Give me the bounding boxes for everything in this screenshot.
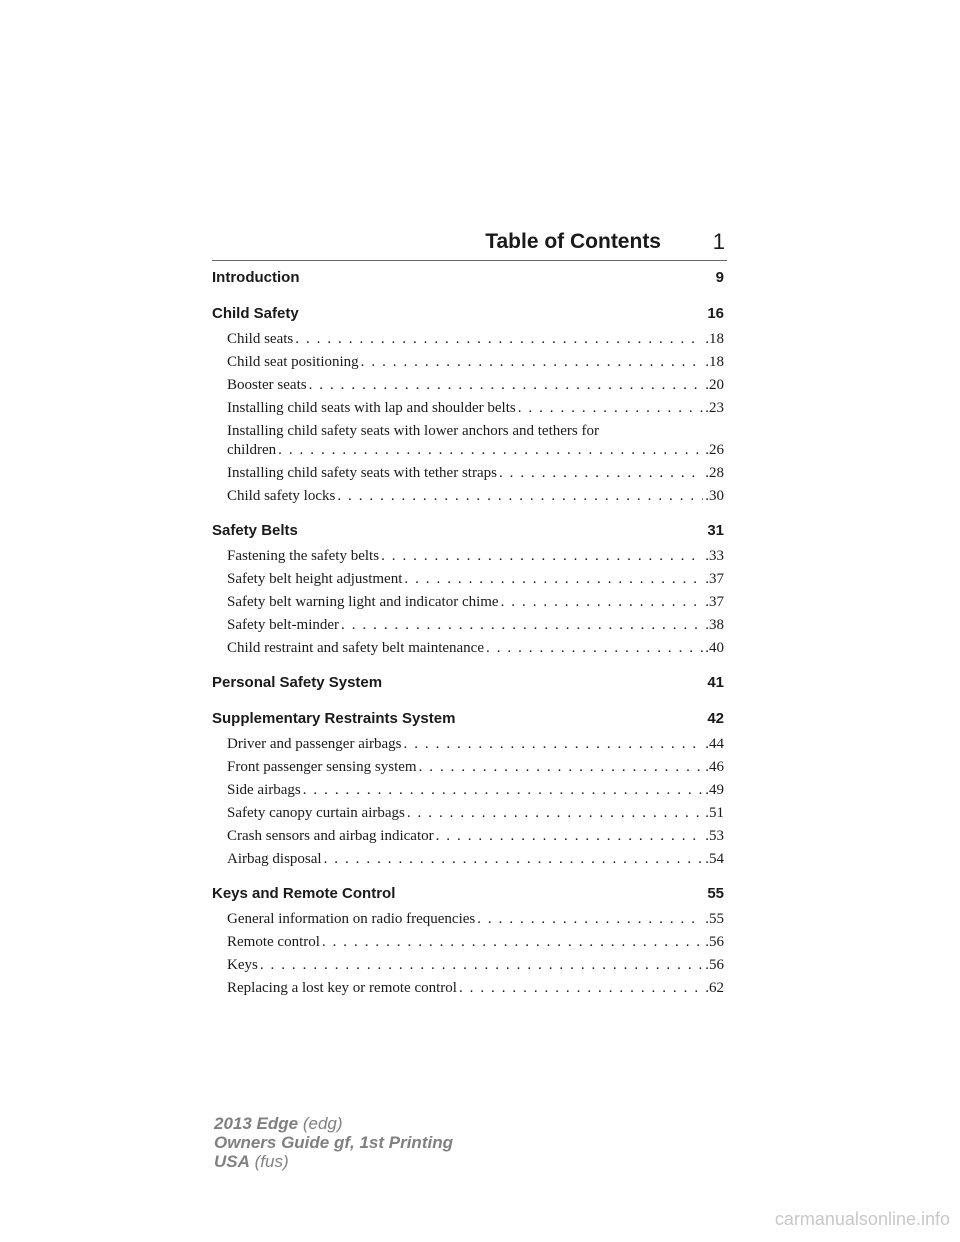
section-page: 55: [707, 885, 724, 902]
toc-entry[interactable]: [212, 593, 724, 612]
entry-text: Driver and passenger airbags: [227, 736, 402, 752]
toc-entry[interactable]: [212, 910, 724, 929]
dot-leader: [407, 804, 703, 823]
footer-line-region: USA (fus): [214, 1152, 289, 1171]
toc-entry[interactable]: [212, 464, 724, 483]
entry-page: .33: [705, 548, 724, 564]
toc-entry[interactable]: [212, 376, 724, 395]
entry-text: Safety canopy curtain airbags: [227, 805, 405, 821]
entry-page: .40: [705, 640, 724, 656]
toc-section-heading[interactable]: [212, 520, 724, 542]
entry-page: .18: [705, 331, 724, 347]
page-title: Table of Contents: [485, 230, 661, 253]
entry-text: Safety belt height adjustment: [227, 571, 403, 587]
entry-page: .28: [705, 465, 724, 481]
dot-leader: [324, 850, 704, 869]
toc-entry[interactable]: [212, 979, 724, 998]
entry-text: Front passenger sensing system: [227, 759, 417, 775]
entry-text: Safety belt-minder: [227, 617, 340, 633]
toc-section-heading[interactable]: [212, 708, 724, 730]
dot-leader: [278, 441, 703, 460]
toc-section: [212, 672, 724, 694]
entry-text: Child safety locks: [227, 488, 336, 504]
entry-page: .49: [705, 782, 724, 798]
section-page: 31: [707, 522, 724, 539]
toc-entry[interactable]: [212, 735, 724, 754]
entry-text-cont: children: [227, 442, 277, 458]
entry-page: .56: [705, 934, 724, 950]
entry-page: .54: [705, 851, 724, 867]
dot-leader: [501, 593, 704, 612]
toc-entry[interactable]: [212, 827, 724, 846]
toc-section: [212, 883, 724, 998]
entry-text: Child seat positioning: [227, 354, 359, 370]
section-title: Safety Belts: [212, 522, 298, 539]
dot-leader: [404, 735, 704, 754]
toc-section-heading[interactable]: [212, 303, 724, 325]
toc-entry[interactable]: [212, 547, 724, 566]
table-of-contents: [212, 267, 724, 1012]
entry-page: .37: [705, 571, 724, 587]
toc-entry[interactable]: [212, 330, 724, 349]
toc-section-heading[interactable]: [212, 672, 724, 694]
section-title: Introduction: [212, 269, 300, 286]
toc-entry[interactable]: [212, 353, 724, 372]
entry-text: Remote control: [227, 934, 320, 950]
section-page: 16: [707, 305, 724, 322]
document-footer: [214, 1114, 453, 1171]
dot-leader: [361, 353, 704, 372]
footer-line-guide: Owners Guide gf, 1st Printing: [214, 1133, 453, 1152]
entry-text: Crash sensors and airbag indicator: [227, 828, 434, 844]
section-title: Child Safety: [212, 305, 299, 322]
dot-leader: [303, 781, 704, 800]
toc-entry[interactable]: [212, 850, 724, 869]
toc-entry[interactable]: [212, 616, 724, 635]
entry-page: .53: [705, 828, 724, 844]
dot-leader: [459, 979, 703, 998]
entry-page: .26: [705, 442, 724, 458]
toc-section-heading[interactable]: [212, 883, 724, 905]
toc-section: [212, 708, 724, 869]
dot-leader: [337, 487, 703, 506]
toc-section-heading[interactable]: [212, 267, 724, 289]
section-title: Supplementary Restraints System: [212, 710, 456, 727]
toc-entry[interactable]: [212, 781, 724, 800]
entry-page: .56: [705, 957, 724, 973]
watermark: carmanualsonline.info: [774, 1209, 950, 1229]
toc-entry[interactable]: [212, 399, 724, 418]
section-page: 41: [707, 674, 724, 691]
entry-page: .51: [705, 805, 724, 821]
entry-text: Installing child safety seats with lower anchors and tethers for: [227, 423, 599, 439]
entry-page: .46: [705, 759, 724, 775]
dot-leader: [341, 616, 703, 635]
entry-text: Fastening the safety belts: [227, 548, 380, 564]
entry-page: .38: [705, 617, 724, 633]
entry-text: Booster seats: [227, 377, 307, 393]
dot-leader: [260, 956, 703, 975]
entry-page: .55: [705, 911, 724, 927]
entry-text: Installing child seats with lap and shoulder belts: [227, 400, 516, 416]
toc-entry[interactable]: [212, 487, 724, 506]
section-title: Personal Safety System: [212, 674, 383, 691]
page-number: 1: [712, 229, 725, 254]
dot-leader: [419, 758, 704, 777]
dot-leader: [322, 933, 703, 952]
section-page: 42: [707, 710, 724, 727]
entry-text: Replacing a lost key or remote control: [227, 980, 457, 996]
entry-text: Airbag disposal: [227, 851, 322, 867]
toc-entry[interactable]: [212, 956, 724, 975]
toc-entry[interactable]: [212, 639, 724, 658]
toc-section: [212, 267, 724, 289]
footer-line-model: 2013 Edge (edg): [214, 1114, 343, 1133]
entry-text: Safety belt warning light and indicator chime: [227, 594, 499, 610]
toc-section: [212, 303, 724, 506]
dot-leader: [499, 464, 703, 483]
toc-entry[interactable]: [212, 758, 724, 777]
dot-leader: [309, 376, 704, 395]
dot-leader: [436, 827, 704, 846]
dot-leader: [477, 910, 703, 929]
dot-leader: [518, 399, 704, 418]
entry-text: Child restraint and safety belt maintenance: [227, 640, 484, 656]
toc-entry[interactable]: [212, 422, 724, 460]
entry-text: Side airbags: [227, 782, 301, 798]
toc-section: [212, 520, 724, 658]
entry-page: .30: [705, 488, 724, 504]
entry-text: Child seats: [227, 331, 294, 347]
toc-entry[interactable]: [212, 804, 724, 823]
dot-leader: [295, 330, 703, 349]
entry-text: Keys: [227, 957, 258, 973]
entry-page: .44: [705, 736, 724, 752]
entry-page: .20: [705, 377, 724, 393]
toc-entry[interactable]: [212, 933, 724, 952]
entry-page: .18: [705, 354, 724, 370]
section-page: 9: [715, 269, 724, 286]
dot-leader: [381, 547, 703, 566]
section-title: Keys and Remote Control: [212, 885, 396, 902]
page-header: [212, 226, 727, 261]
entry-page: .62: [705, 980, 724, 996]
entry-page: .23: [705, 400, 724, 416]
entry-text: General information on radio frequencies: [227, 911, 476, 927]
entry-page: .37: [705, 594, 724, 610]
toc-entry[interactable]: [212, 570, 724, 589]
entry-text: Installing child safety seats with tether straps: [227, 465, 497, 481]
dot-leader: [404, 570, 703, 589]
dot-leader: [486, 639, 703, 658]
